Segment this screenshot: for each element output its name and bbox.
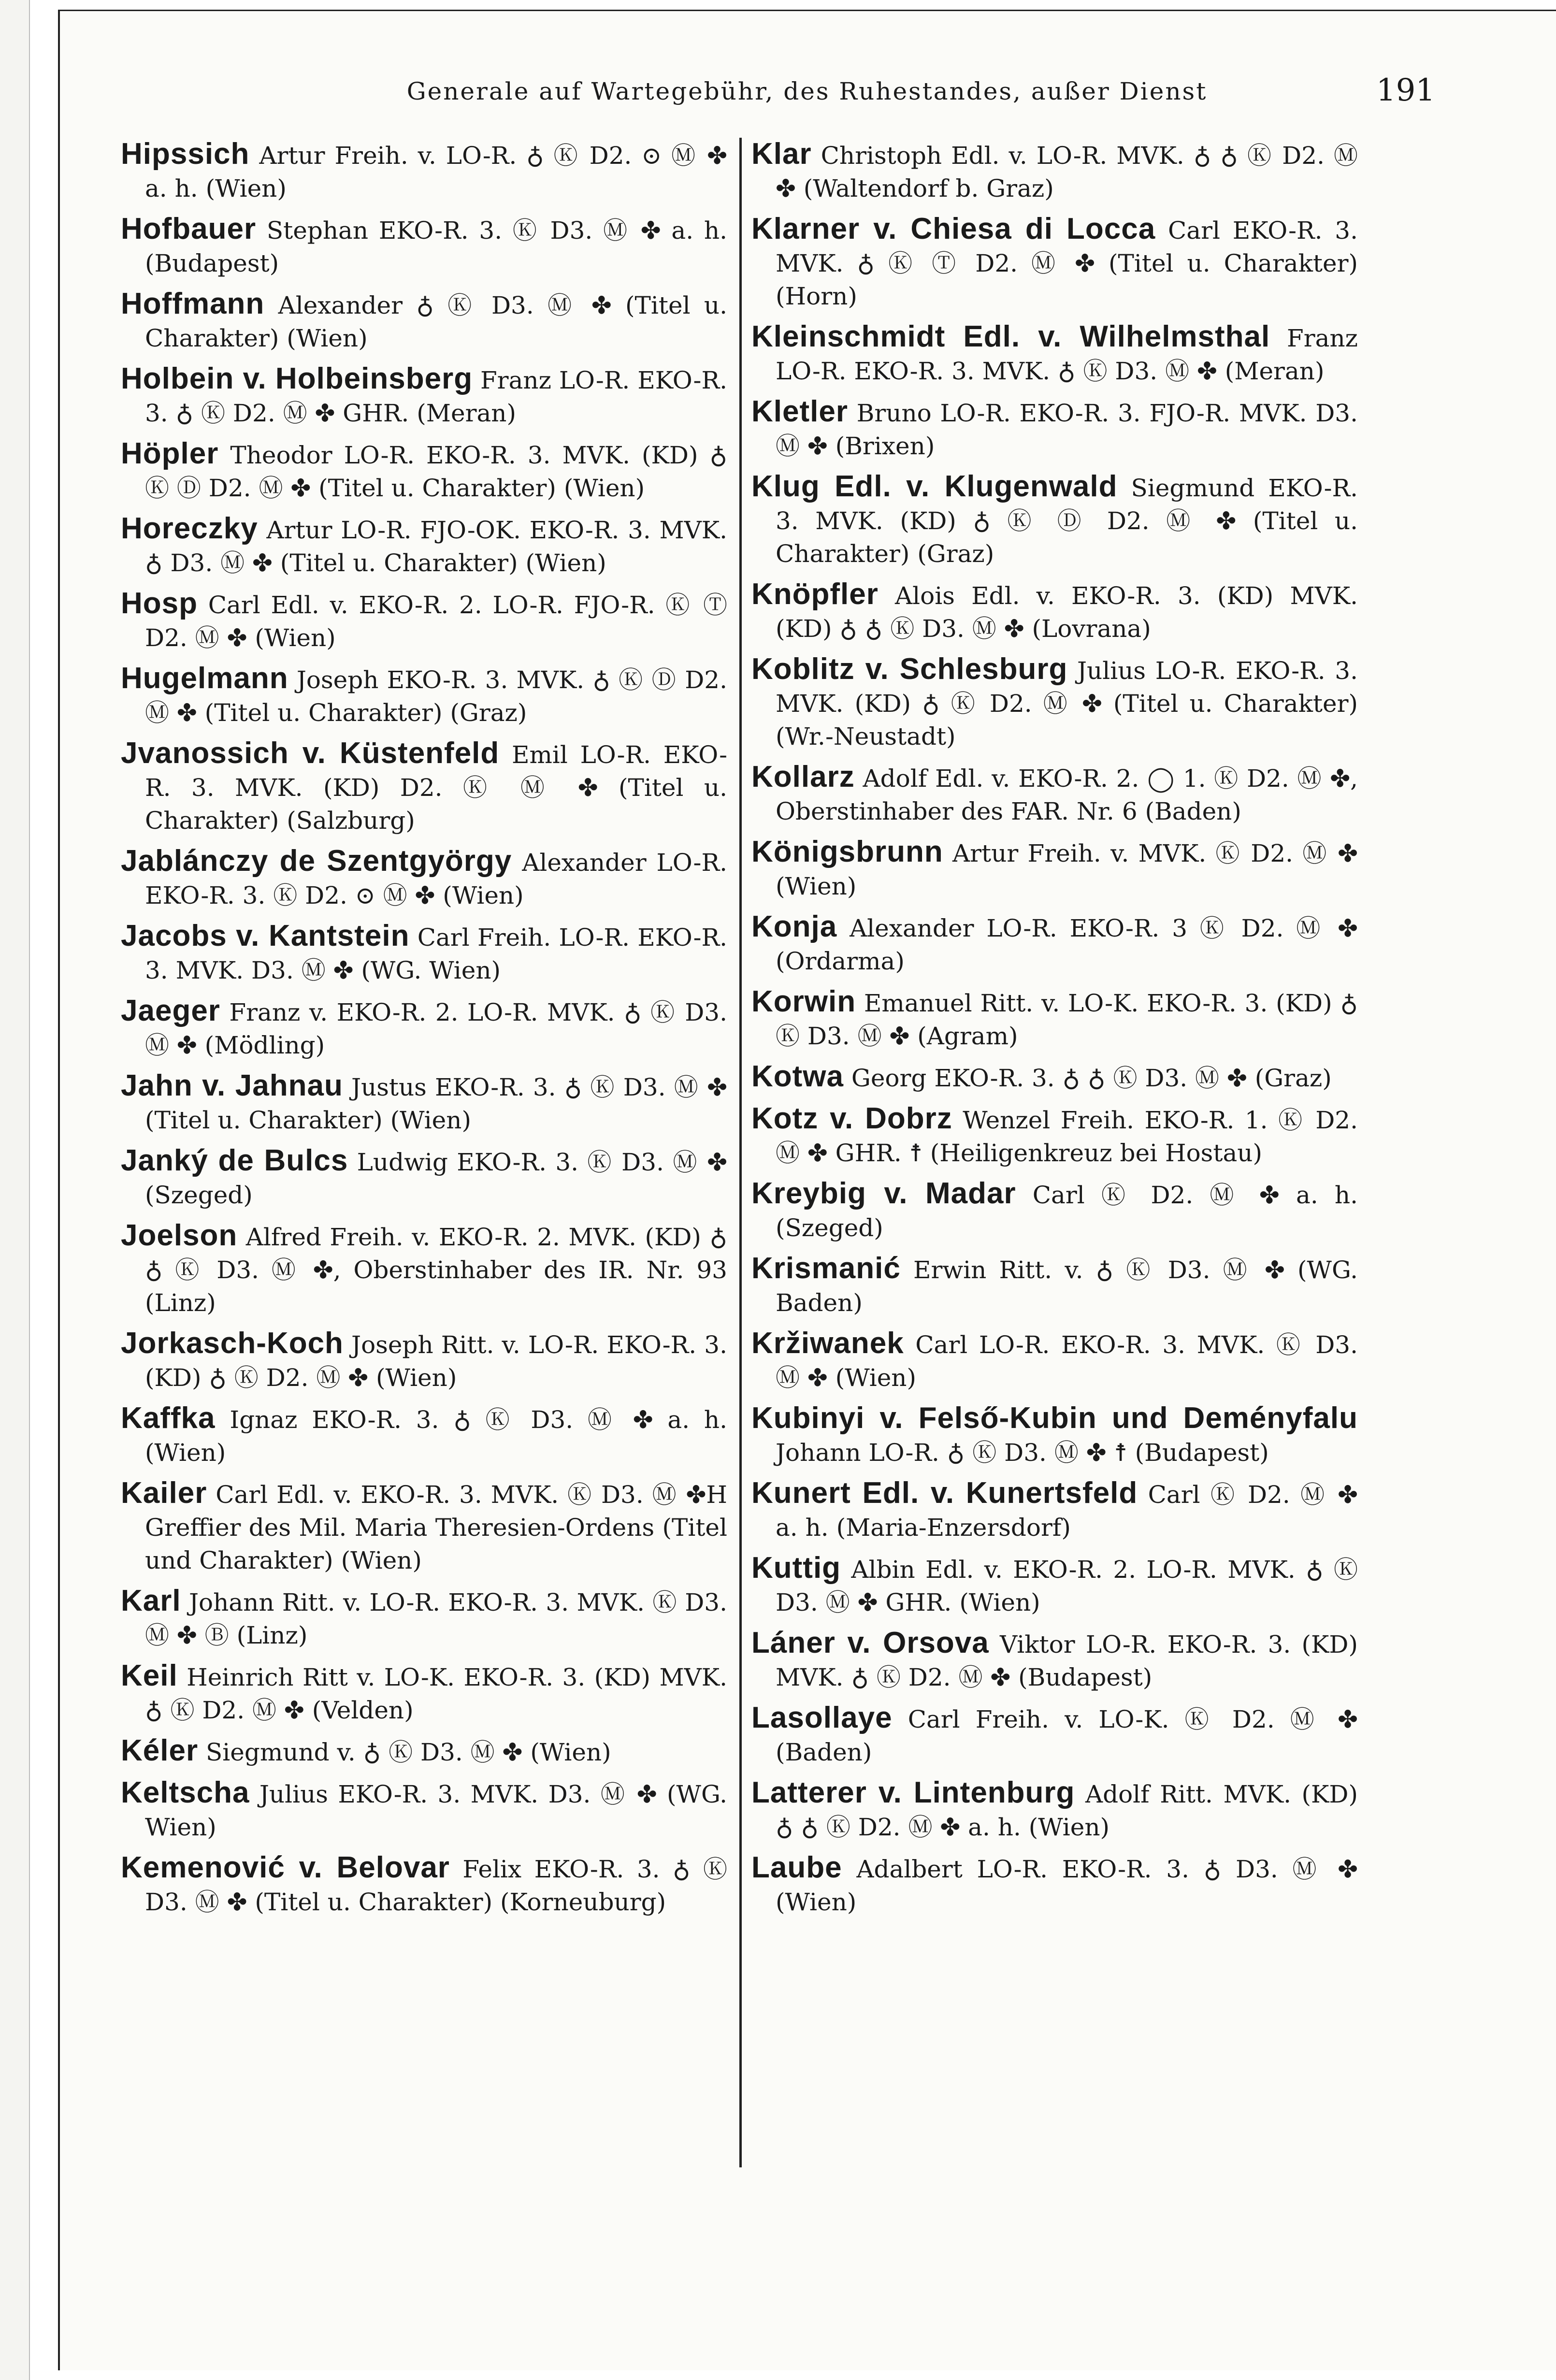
entry-name: Klarner v. Chiesa di Locca: [751, 212, 1156, 245]
entry-details: Joseph EKO-R. 3. MVK. ♁ Ⓚ Ⓓ D2. Ⓜ ✤ (Titel u. Charakter) (Graz): [145, 666, 727, 727]
directory-entry: [751, 1060, 1358, 1095]
entry-name: Krismanić: [751, 1252, 901, 1285]
directory-entry: [751, 138, 1358, 205]
entry-name: Hofbauer: [121, 212, 257, 245]
entry-name: Keltscha: [121, 1776, 250, 1809]
entry-name: Kletler: [751, 395, 848, 428]
entry-details: Adolf Edl. v. EKO-R. 2. ◯ 1. Ⓚ D2. Ⓜ ✤, Oberstinhaber des FAR. Nr. 6 (Baden): [776, 764, 1358, 825]
directory-entry: [121, 1659, 727, 1727]
entry-name: Holbein v. Holbeinsberg: [121, 362, 473, 395]
entry-details: Carl EKO-R. 3. MVK. ♁ Ⓚ Ⓣ D2. Ⓜ ✤ (Titel u. Charakter) (Horn): [776, 216, 1358, 310]
entry-details: Julius EKO-R. 3. MVK. D3. Ⓜ ✤ (WG. Wien): [145, 1780, 727, 1841]
entry-details: Wenzel Freih. EKO-R. 1. Ⓚ D2. Ⓜ ✤ GHR. ☨ (Heiligenkreuz bei Hostau): [776, 1106, 1358, 1167]
entry-name: Kreybig v. Madar: [751, 1177, 1016, 1210]
entry-name: Hugelmann: [121, 662, 288, 695]
directory-entry: [121, 1144, 727, 1212]
entry-details: Justus EKO-R. 3. ♁ Ⓚ D3. Ⓜ ✤ (Titel u. Charakter) (Wien): [145, 1073, 728, 1134]
entry-details: Carl Ⓚ D2. Ⓜ ✤ a. h. (Szeged): [776, 1181, 1358, 1242]
directory-entry: [121, 1477, 727, 1577]
directory-entry: [751, 470, 1358, 570]
entry-name: Kemenović v. Belovar: [121, 1851, 450, 1884]
directory-entry: [121, 920, 727, 987]
entry-details: Albin Edl. v. EKO-R. 2. LO-R. MVK. ♁ Ⓚ D3. Ⓜ ✤ GHR. (Wien): [776, 1556, 1358, 1616]
directory-entry: [751, 578, 1358, 645]
directory-entry: [121, 362, 727, 430]
entry-details: Ludwig EKO-R. 3. Ⓚ D3. Ⓜ ✤ (Szeged): [145, 1148, 728, 1209]
entry-details: Artur Freih. v. LO-R. ♁ Ⓚ D2. ⊙ Ⓜ ✤ a. h. (Wien): [145, 142, 727, 202]
directory-entry: [751, 1252, 1358, 1319]
entry-details: Artur Freih. v. MVK. Ⓚ D2. Ⓜ ✤ (Wien): [776, 839, 1358, 900]
running-title: Generale auf Wartegebühr, des Ruhestandes, außer Dienst: [406, 77, 1208, 105]
entry-name: Joelson: [121, 1219, 238, 1252]
entry-name: Koblitz v. Schlesburg: [751, 652, 1068, 686]
entry-details: Ignaz EKO-R. 3. ♁ Ⓚ D3. Ⓜ ✤ a. h. (Wien): [145, 1406, 727, 1467]
entry-name: Hoffmann: [121, 287, 265, 320]
entry-name: Jahn v. Jahnau: [121, 1069, 343, 1102]
directory-entry: [121, 138, 727, 205]
entry-details: Joseph Ritt. v. LO-R. EKO-R. 3. (KD) ♁ Ⓚ D2. Ⓜ ✤ (Wien): [145, 1331, 727, 1392]
entry-details: Artur LO-R. FJO-OK. EKO-R. 3. MVK. ♁ D3. Ⓜ ✤ (Titel u. Charakter) (Wien): [145, 516, 727, 577]
entry-details: Johann LO-R. ♁ Ⓚ D3. Ⓜ ✤ ☨ (Budapest): [776, 1439, 1269, 1467]
directory-entry: [121, 995, 727, 1062]
entry-details: Alois Edl. v. EKO-R. 3. (KD) MVK. (KD) ♁ ♁ Ⓚ D3. Ⓜ ✤ (Lovrana): [776, 582, 1358, 643]
entry-details: Emanuel Ritt. v. LO-K. EKO-R. 3. (KD) ♁ Ⓚ D3. Ⓜ ✤ (Agram): [776, 989, 1358, 1050]
entry-details: Erwin Ritt. v. ♁ Ⓚ D3. Ⓜ ✤ (WG. Baden): [776, 1256, 1358, 1317]
directory-entry: [751, 1776, 1358, 1844]
entry-details: Franz LO-R. EKO-R. 3. MVK. ♁ Ⓚ D3. Ⓜ ✤ (Meran): [776, 324, 1358, 385]
directory-entry: [751, 1102, 1358, 1169]
entry-details: Franz v. EKO-R. 2. LO-R. MVK. ♁ Ⓚ D3. Ⓜ ✤ (Mödling): [145, 998, 727, 1059]
directory-entry: [751, 836, 1358, 903]
directory-entry: [751, 320, 1358, 388]
directory-entry: [121, 1327, 727, 1394]
entry-details: Alexander ♁ Ⓚ D3. Ⓜ ✤ (Titel u. Charakter) (Wien): [145, 291, 727, 352]
entry-name: Karl: [121, 1584, 181, 1617]
entry-name: Kleinschmidt Edl. v. Wilhelmsthal: [751, 320, 1270, 353]
entry-name: Láner v. Orsova: [751, 1626, 989, 1659]
entry-details: Alfred Freih. v. EKO-R. 2. MVK. (KD) ♁ ♁ Ⓚ D3. Ⓜ ✤, Oberstinhaber des IR. Nr. 93 (Linz): [145, 1223, 727, 1317]
entry-name: Latterer v. Lintenburg: [751, 1776, 1075, 1809]
entry-name: Keil: [121, 1659, 178, 1692]
entry-details: Christoph Edl. v. LO-R. MVK. ♁ ♁ Ⓚ D2. Ⓜ ✤ (Waltendorf b. Graz): [776, 142, 1358, 202]
directory-entry: [751, 1477, 1358, 1544]
directory-entry: [121, 437, 727, 505]
entry-name: Laube: [751, 1851, 842, 1884]
entry-details: Carl Freih. v. LO-K. Ⓚ D2. Ⓜ ✤ (Baden): [776, 1705, 1358, 1766]
page-number: 191: [1376, 72, 1435, 108]
directory-entry: [751, 1177, 1358, 1244]
entry-name: Hipssich: [121, 137, 250, 171]
directory-entry: [751, 1552, 1358, 1619]
entry-name: Jacobs v. Kantstein: [121, 919, 410, 952]
entry-details: Julius LO-R. EKO-R. 3. MVK. (KD) ♁ Ⓚ D2. Ⓜ ✤ (Titel u. Charakter) (Wr.-Neustadt): [776, 657, 1358, 750]
entry-name: Kollarz: [751, 760, 855, 793]
entry-details: Emil LO-R. EKO-R. 3. MVK. (KD) D2. Ⓚ Ⓜ ✤ (Titel u. Charakter) (Salzburg): [145, 741, 727, 835]
entry-details: Alexander LO-R. EKO-R. 3. Ⓚ D2. ⊙ Ⓜ ✤ (Wien): [145, 849, 727, 909]
directory-entry: [751, 213, 1358, 313]
entry-details: Viktor LO-R. EKO-R. 3. (KD) MVK. ♁ Ⓚ D2. Ⓜ ✤ (Budapest): [776, 1630, 1358, 1691]
directory-entry: [751, 395, 1358, 462]
entry-details: Carl Freih. LO-R. EKO-R. 3. MVK. D3. Ⓜ ✤ (WG. Wien): [145, 923, 727, 984]
entry-name: Kunert Edl. v. Kunertsfeld: [751, 1476, 1138, 1510]
directory-entry: [751, 910, 1358, 978]
entry-name: Janký de Bulcs: [121, 1144, 348, 1177]
entry-name: Horeczky: [121, 512, 258, 545]
directory-entry: [121, 1734, 727, 1769]
entry-details: Alexander LO-R. EKO-R. 3 Ⓚ D2. Ⓜ ✤ (Ordarma): [776, 914, 1358, 975]
entry-details: Siegmund EKO-R. 3. MVK. (KD) ♁ Ⓚ Ⓓ D2. Ⓜ ✤ (Titel u. Charakter) (Graz): [776, 474, 1358, 568]
directory-entry: [121, 288, 727, 355]
entry-details: Stephan EKO-R. 3. Ⓚ D3. Ⓜ ✤ a. h. (Budapest): [145, 216, 727, 277]
entry-name: Konja: [751, 910, 837, 943]
entry-details: Adolf Ritt. MVK. (KD) ♁ ♁ Ⓚ D2. Ⓜ ✤ a. h. (Wien): [776, 1780, 1358, 1841]
entry-name: Jaeger: [121, 994, 220, 1027]
directory-entry: [121, 737, 727, 837]
directory-entry: [121, 1069, 727, 1137]
entry-name: Höpler: [121, 437, 219, 470]
entry-details: Theodor LO-R. EKO-R. 3. MVK. (KD) ♁ Ⓚ Ⓓ D2. Ⓜ ✤ (Titel u. Charakter) (Wien): [145, 441, 727, 502]
entry-details: Carl LO-R. EKO-R. 3. MVK. Ⓚ D3. Ⓜ ✤ (Wien): [776, 1331, 1358, 1392]
left-column: [121, 138, 727, 2177]
entry-name: Jvanossich v. Küstenfeld: [121, 736, 500, 770]
directory-entry: [121, 1776, 727, 1844]
directory-entry: [751, 1851, 1358, 1918]
entry-details: Heinrich Ritt v. LO-K. EKO-R. 3. (KD) MVK. ♁ Ⓚ D2. Ⓜ ✤ (Velden): [145, 1663, 727, 1724]
entry-details: Bruno LO-R. EKO-R. 3. FJO-R. MVK. D3. Ⓜ ✤ (Brixen): [776, 399, 1358, 460]
entry-name: Klug Edl. v. Klugenwald: [751, 470, 1118, 503]
entry-name: Königsbrunn: [751, 835, 943, 868]
entry-name: Knöpfler: [751, 577, 879, 611]
directory-entry: [751, 985, 1358, 1053]
column-divider: [739, 138, 742, 2167]
entry-name: Klar: [751, 137, 812, 171]
entry-name: Kotwa: [751, 1060, 844, 1093]
entry-details: Franz LO-R. EKO-R. 3. ♁ Ⓚ D2. Ⓜ ✤ GHR. (Meran): [145, 366, 727, 427]
directory-entry: [121, 1851, 727, 1918]
entry-details: Adalbert LO-R. EKO-R. 3. ♁ D3. Ⓜ ✤ (Wien): [776, 1855, 1358, 1916]
directory-entry: [751, 1327, 1358, 1394]
directory-entry: [121, 845, 727, 912]
directory-entry: [751, 653, 1358, 753]
entry-name: Kailer: [121, 1476, 207, 1510]
directory-entry: [751, 761, 1358, 828]
entry-name: Korwin: [751, 985, 856, 1018]
entry-details: Carl Edl. v. EKO-R. 3. MVK. Ⓚ D3. Ⓜ ✤H Greffier des Mil. Maria Theresien-Ordens (Titel und Charakter) (Wien): [145, 1481, 727, 1574]
directory-entry: [121, 213, 727, 280]
entry-name: Jorkasch-Koch: [121, 1327, 344, 1360]
directory-entry: [121, 1585, 727, 1652]
entry-name: Lasollaye: [751, 1701, 893, 1734]
entry-details: Carl Ⓚ D2. Ⓜ ✤ a. h. (Maria-Enzersdorf): [776, 1481, 1358, 1542]
entry-details: Georg EKO-R. 3. ♁ ♁ Ⓚ D3. Ⓜ ✤ (Graz): [844, 1064, 1332, 1092]
right-column: [751, 138, 1358, 2177]
directory-entry: [751, 1402, 1358, 1469]
entry-name: Hosp: [121, 587, 198, 620]
directory-entry: [121, 587, 727, 654]
entry-name: Kuttig: [751, 1551, 841, 1585]
directory-entry: [121, 662, 727, 729]
entry-name: Kaffka: [121, 1401, 216, 1435]
directory-entry: [121, 1402, 727, 1469]
scan-edge: [0, 0, 30, 2380]
entry-details: Johann Ritt. v. LO-R. EKO-R. 3. MVK. Ⓚ D3. Ⓜ ✤ Ⓑ (Linz): [145, 1588, 727, 1649]
directory-entry: [751, 1702, 1358, 1769]
entry-details: Carl Edl. v. EKO-R. 2. LO-R. FJO-R. Ⓚ Ⓣ D2. Ⓜ ✤ (Wien): [145, 591, 727, 652]
entry-details: Felix EKO-R. 3. ♁ Ⓚ D3. Ⓜ ✤ (Titel u. Charakter) (Korneuburg): [145, 1855, 727, 1916]
page-header: [58, 72, 1435, 116]
entry-name: Jablánczy de Szentgyörgy: [121, 844, 512, 878]
entry-details: Siegmund v. ♁ Ⓚ D3. Ⓜ ✤ (Wien): [198, 1738, 611, 1766]
entry-name: Kotz v. Dobrz: [751, 1102, 952, 1135]
entry-name: Kubinyi v. Felső-Kubin und Deményfalu: [751, 1401, 1358, 1435]
entry-name: Kržiwanek: [751, 1327, 904, 1360]
directory-entry: [121, 1219, 727, 1319]
directory-entry: [751, 1627, 1358, 1694]
entry-name: Kéler: [121, 1734, 199, 1767]
directory-entry: [121, 512, 727, 579]
